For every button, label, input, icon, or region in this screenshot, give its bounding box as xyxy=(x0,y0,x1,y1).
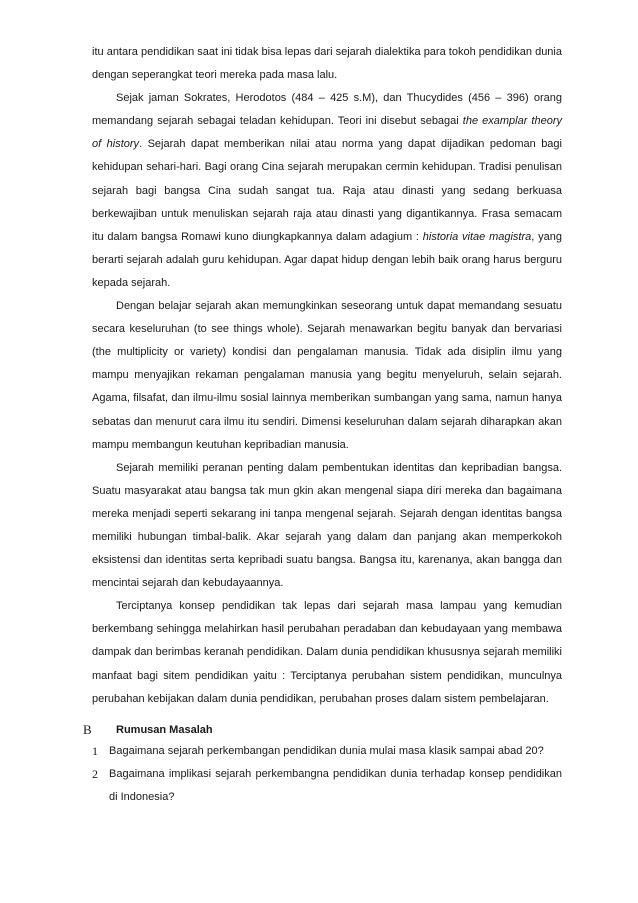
paragraph xyxy=(92,595,562,710)
text-run: . Sejarah dapat memberikan nilai atau norma yang dapat dijadikan pedoman bagi kehidupan sehari-hari. Bagi orang Cina sejarah merupakan cermin kehidupan. Tradisi penulisan sejarah bagi bangsa Cina sudah sangat tua. Raja atau dinasti yang sedang berkuasa berkewajiban untuk menuliskan sejarah raja atau dinasti yang digantikannya. Frasa semacam itu dalam bangsa Romawi kuno diungkapkannya dalam adagium : xyxy=(92,138,562,243)
list-number-digit: 1 xyxy=(92,744,98,758)
italic-phrase: the examplar theory of history xyxy=(92,115,562,151)
list-number xyxy=(92,740,98,764)
text-run: Terciptanya konsep pendidikan tak lepas dari sejarah masa lampau yang kemudian berkembang sehingga melahirkan hasil perubahan peradaban dan kebudayaan yang membawa dampak dan berimbas keranah pendidikan. Dalam dunia pendidikan khususnya sejarah memiliki manfaat bagi sitem pendidikan yaitu : Terciptanya perubahan sistem pendidikan, munculnya perubahan kebijakan dalam dunia pendidikan, perubahan proses dalam sistem pembelajaran. xyxy=(92,600,562,705)
list-item xyxy=(92,763,562,809)
paragraph xyxy=(92,457,562,596)
section-title: Rumusan Masalah xyxy=(116,724,213,736)
list-text: Bagaimana implikasi sejarah perkembangna pendidikan dunia terhadap konsep pendidikan di Indonesia? xyxy=(109,768,562,804)
paragraph xyxy=(92,41,562,87)
list-item xyxy=(92,740,562,763)
text-run: Sejak jaman Sokrates, Herodotos (484 – 425 s.M), dan Thucydides (456 – 396) orang memandang sejarah sebagai teladan kehidupan. Teori ini disebut sebagai xyxy=(92,92,562,128)
list-text: Bagaimana sejarah perkembangan pendidikan dunia mulai masa klasik sampai abad 20? xyxy=(109,745,544,757)
text-run: Sejarah memiliki peranan penting dalam pembentukan identitas dan kepribadian bangsa. Suatu masyarakat atau bangsa tak mun gkin akan mengenal siapa diri mereka dan bagaimana mereka menjadi seperti sekarang ini tanpa mengenal sejarah. Sejarah dengan identitas bangsa memiliki hubungan timbal-balik. Akar sejarah yang dalam dan panjang akan memperkokoh eksistensi dan identitas serta kepribadi suatu bangsa. Bangsa itu, karenanya, akan bangga dan mencintai sejarah dan kebudayaannya. xyxy=(92,461,562,590)
list-number xyxy=(92,763,98,787)
section-heading xyxy=(83,720,563,741)
paragraph xyxy=(92,295,562,457)
italic-phrase: historia vitae magistra xyxy=(422,230,532,243)
problem-list xyxy=(92,740,562,809)
paragraph xyxy=(92,87,562,295)
section-letter: B xyxy=(83,722,92,737)
body-text xyxy=(92,41,562,711)
text-run: , yang berarti sejarah adalah guru kehidupan. Agar dapat hidup dengan lebih baik orang harus berguru kepada sejarah. xyxy=(92,230,562,289)
text-run: itu antara pendidikan saat ini tidak bisa lepas dari sejarah dialektika para tokoh pendidikan dunia dengan seperangkat teori mereka pada masa lalu. xyxy=(92,46,562,82)
list-number-digit: 2 xyxy=(92,767,98,782)
text-run: Dengan belajar sejarah akan memungkinkan seseorang untuk dapat memandang sesuatu secara keseluruhan (to see things whole). Sejarah menawarkan begitu banyak dan bervariasi (the multiplicity or variety) kondisi dan pengalaman manusia. Tidak ada disiplin ilmu yang mampu menyajikan rekaman pengalaman manusia yang begitu menyeluruh, selain sejarah. Agama, filsafat, dan ilmu-ilmu sosial lainnya memberikan sumbangan yang sama, namun hanya sebatas dan menurut cara ilmu itu sendiri. Dimensi keseluruhan dalam sejarah diharapkan akan mampu membangun keutuhan kepribadian manusia. xyxy=(92,300,562,451)
